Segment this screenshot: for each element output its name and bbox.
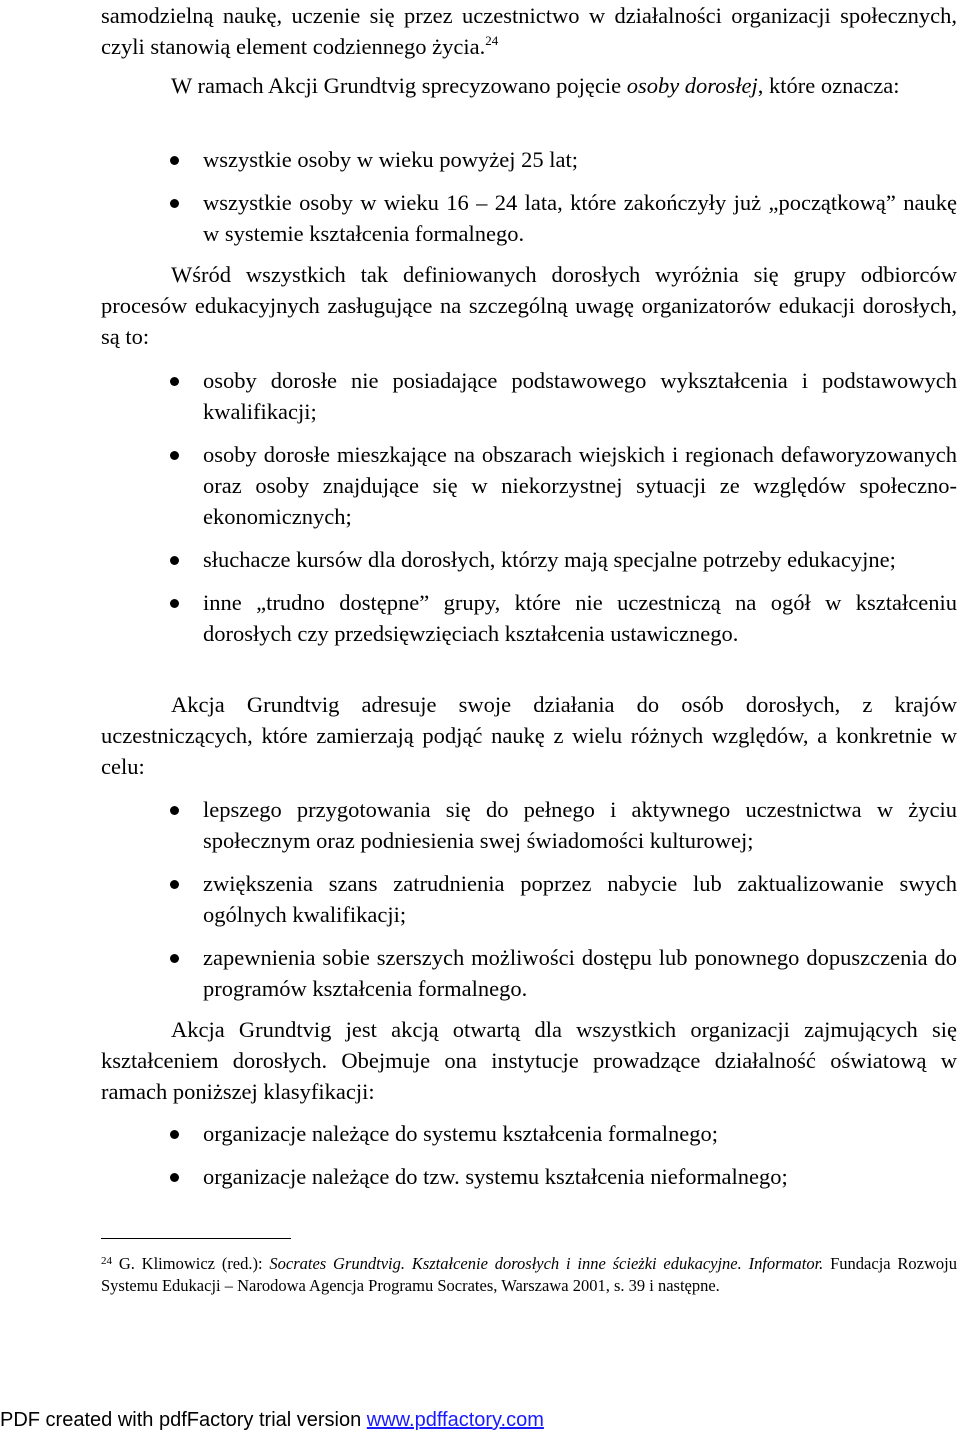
footnote-divider [101, 1238, 291, 1239]
footnote-title: Socrates Grundtvig. Kształcenie dorosłych i inne ścieżki edukacyjne. Informator. [269, 1254, 824, 1273]
bullet-icon [170, 880, 179, 889]
list-item: wszystkie osoby w wieku 16 – 24 lata, które zakończyły już „początkową” naukę w systemie kształcenia formalnego. [101, 187, 957, 249]
bullet-list-goals [101, 794, 957, 1004]
list-item: inne „trudno dostępne” grupy, które nie uczestniczą na ogół w kształceniu dorosłych czy przedsięwzięciach kształcenia ustawicznego. [101, 587, 957, 649]
bullet-icon [170, 556, 179, 565]
list-item: osoby dorosłe nie posiadające podstawowego wykształcenia i podstawowych kwalifikacji; [101, 365, 957, 427]
footnote-number: 24 [101, 1255, 112, 1267]
bullet-icon [170, 1173, 179, 1182]
list-item: zapewnienia sobie szerszych możliwości dostępu lub ponownego dopuszczenia do programów kształcenia formalnego. [101, 942, 957, 1004]
list-item: zwiększenia szans zatrudnienia poprzez nabycie lub zaktualizowanie swych ogólnych kwalifikacji; [101, 868, 957, 930]
bullet-icon [170, 156, 179, 165]
bullet-list-organizations [101, 1118, 957, 1192]
paragraph-text: W ramach Akcji Grundtvig sprecyzowano pojęcie [171, 73, 627, 98]
bullet-icon [170, 806, 179, 815]
paragraph-text: samodzielną naukę, uczenie się przez uczestnictwo w działalności organizacji społecznych, czyli stanowią element codziennego życia. [101, 3, 957, 59]
footnote [101, 1253, 957, 1297]
emphasis-term: osoby dorosłej [626, 73, 758, 98]
paragraph-adult-definition [101, 70, 957, 101]
bullet-icon [170, 599, 179, 608]
list-item: organizacje należące do tzw. systemu kształcenia nieformalnego; [101, 1161, 957, 1192]
footer-text: PDF created with pdfFactory trial version [0, 1409, 367, 1431]
list-item: osoby dorosłe mieszkające na obszarach wiejskich i regionach defaworyzowanych oraz osoby znajdujące się w niekorzystnej sytuacji ze względów społeczno-ekonomicznych; [101, 439, 957, 532]
list-item: słuchacze kursów dla dorosłych, którzy mają specjalne potrzeby edukacyjne; [101, 544, 957, 575]
bullet-icon [170, 451, 179, 460]
list-item: organizacje należące do systemu kształcenia formalnego; [101, 1118, 957, 1149]
paragraph-goals-intro: Akcja Grundtvig adresuje swoje działania do osób dorosłych, z krajów uczestniczących, które zamierzają podjąć naukę z wielu różnych względów, a konkretnie w celu: [101, 692, 957, 779]
paragraph-target-groups: Wśród wszystkich tak definiowanych dorosłych wyróżnia się grupy odbiorców procesów edukacyjnych zasługujące na szczególną uwagę organizatorów edukacji dorosłych, są to: [101, 262, 957, 349]
bullet-list-groups [101, 365, 957, 649]
bullet-icon [170, 377, 179, 386]
footnote-rest: Fundacja Rozwoju Systemu Edukacji – Narodowa Agencja Programu Socrates, Warszawa 2001, s. 39 i następne. [101, 1254, 957, 1295]
bullet-icon [170, 954, 179, 963]
list-item: lepszego przygotowania się do pełnego i aktywnego uczestnictwa w życiu społecznym oraz podniesienia swej świadomości kulturowej; [101, 794, 957, 856]
bullet-icon [170, 199, 179, 208]
paragraph-organizations: Akcja Grundtvig jest akcją otwartą dla wszystkich organizacji zajmujących się kształceniem dorosłych. Obejmuje ona instytucje prowadzące działalność oświatową w ramach poniższej klasyfikacji: [101, 1017, 957, 1104]
footnote-author: G. Klimowicz (red.): [112, 1254, 270, 1273]
bullet-icon [170, 1130, 179, 1139]
paragraph-continuation [101, 0, 957, 62]
list-item: wszystkie osoby w wieku powyżej 25 lat; [101, 144, 957, 175]
pdffactory-link[interactable]: www.pdffactory.com [366, 1409, 544, 1431]
pdf-watermark-footer [0, 1409, 544, 1432]
footnote-reference[interactable]: 24 [485, 33, 499, 48]
paragraph-text: , które oznacza: [757, 73, 900, 98]
bullet-list-age [101, 144, 957, 249]
